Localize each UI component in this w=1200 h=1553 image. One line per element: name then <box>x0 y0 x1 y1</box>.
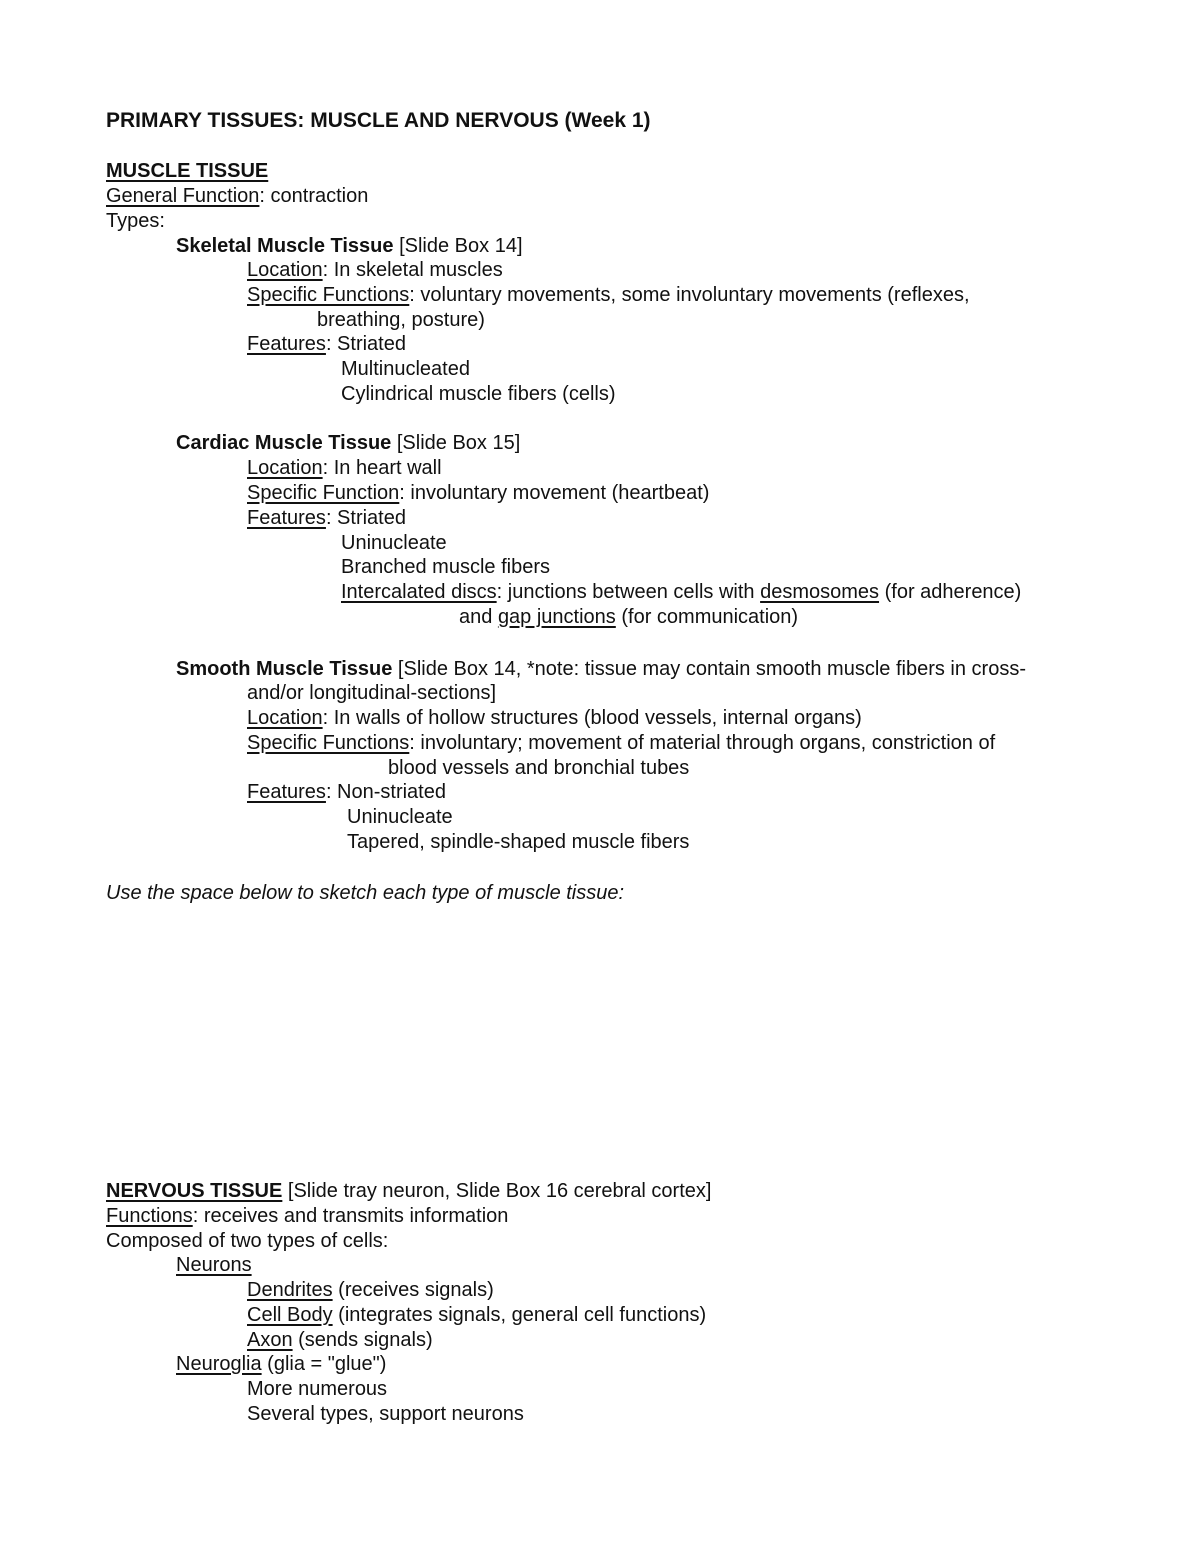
skeletal-heading <box>176 234 523 258</box>
skeletal-functions-value: : voluntary movements, some involuntary movements (reflexes, <box>409 284 970 306</box>
cardiac-function <box>247 481 709 505</box>
smooth-slide-cont: and/or longitudinal-sections] <box>247 682 497 704</box>
cardiac-feature-2: Uninucleate <box>341 532 447 554</box>
nervous-functions-value: : receives and transmits information <box>192 1205 509 1227</box>
neuroglia-label: Neuroglia <box>176 1353 262 1375</box>
nervous-functions <box>106 1204 508 1228</box>
neuron-part-axon <box>247 1328 433 1352</box>
smooth-location-value: : In walls of hollow structures (blood vessels, internal organs) <box>322 707 862 729</box>
neuroglia-point-1: More numerous <box>247 1378 388 1400</box>
cardiac-function-value: : involuntary movement (heartbeat) <box>399 482 710 504</box>
general-function-value: : contraction <box>259 185 369 207</box>
cell-body-label: Cell Body <box>247 1304 333 1326</box>
skeletal-functions-label: Specific Functions <box>247 284 410 306</box>
cardiac-feature-3: Branched muscle fibers <box>341 556 550 578</box>
neurons-label <box>176 1253 252 1277</box>
skeletal-location-label: Location <box>247 259 323 281</box>
skeletal-slide: [Slide Box 14] <box>393 235 523 257</box>
smooth-features <box>247 780 446 804</box>
general-function-label: General Function <box>106 185 260 207</box>
neurons-label-text: Neurons <box>176 1254 252 1276</box>
neuroglia-point-2: Several types, support neurons <box>247 1403 524 1425</box>
sketch-prompt: Use the space below to sketch each type of muscle tissue: <box>106 882 625 904</box>
smooth-feature-3: Tapered, spindle-shaped muscle fibers <box>347 831 690 853</box>
cell-body-desc: (integrates signals, general cell functions) <box>332 1304 707 1326</box>
muscle-general-function <box>106 184 368 208</box>
cardiac-location-value: : In heart wall <box>322 457 442 479</box>
intercalated-discs-text: : junctions between cells with <box>496 581 761 603</box>
skeletal-features-label: Features <box>247 333 326 355</box>
skeletal-feature-2: Multinucleated <box>341 358 470 380</box>
skeletal-feature-1: : Striated <box>325 333 406 355</box>
neuroglia-desc: (glia = "glue") <box>261 1353 387 1375</box>
nervous-heading-line <box>106 1179 711 1203</box>
skeletal-features <box>247 332 406 356</box>
skeletal-functions-cont: breathing, posture) <box>317 309 485 331</box>
skeletal-location-value: : In skeletal muscles <box>322 259 503 281</box>
smooth-heading <box>176 657 1026 681</box>
nervous-heading: NERVOUS TISSUE <box>106 1180 283 1202</box>
smooth-features-label: Features <box>247 781 326 803</box>
dendrites-label: Dendrites <box>247 1279 333 1301</box>
neuron-part-cell-body <box>247 1303 706 1327</box>
smooth-slide: [Slide Box 14, *note: tissue may contain smooth muscle fibers in cross- <box>392 658 1026 680</box>
cardiac-name: Cardiac Muscle Tissue <box>176 432 392 454</box>
cardiac-slide: [Slide Box 15] <box>391 432 521 454</box>
cardiac-feature-1: : Striated <box>325 507 406 529</box>
cardiac-function-label: Specific Function <box>247 482 400 504</box>
smooth-location-label: Location <box>247 707 323 729</box>
skeletal-functions <box>247 283 970 307</box>
neuron-part-dendrites <box>247 1278 494 1302</box>
desmosomes-term: desmosomes <box>760 581 880 603</box>
smooth-functions <box>247 731 995 755</box>
cardiac-features <box>247 506 406 530</box>
smooth-feature-2: Uninucleate <box>347 806 453 828</box>
cardiac-location-label: Location <box>247 457 323 479</box>
smooth-functions-value: : involuntary; movement of material through organs, constriction of <box>409 732 996 754</box>
types-label: Types: <box>106 210 165 232</box>
smooth-feature-1: : Non-striated <box>325 781 446 803</box>
intercalated-discs-label: Intercalated discs <box>341 581 497 603</box>
page-title: PRIMARY TISSUES: MUSCLE AND NERVOUS (Week 1) <box>106 109 651 132</box>
skeletal-feature-3: Cylindrical muscle fibers (cells) <box>341 383 616 405</box>
axon-label: Axon <box>247 1329 293 1351</box>
nervous-composed: Composed of two types of cells: <box>106 1230 389 1252</box>
axon-desc: (sends signals) <box>292 1329 433 1351</box>
cardiac-features-label: Features <box>247 507 326 529</box>
cardiac-intercalated-discs <box>341 580 1021 604</box>
skeletal-location <box>247 258 503 282</box>
nervous-functions-label: Functions <box>106 1205 193 1227</box>
skeletal-name: Skeletal Muscle Tissue <box>176 235 394 257</box>
nervous-slide: [Slide tray neuron, Slide Box 16 cerebral cortex] <box>282 1180 712 1202</box>
and-text: and <box>459 606 498 628</box>
cardiac-heading <box>176 431 520 455</box>
communication-text: (for communication) <box>615 606 799 628</box>
cardiac-gap-junctions <box>459 605 798 629</box>
gap-junctions-term: gap junctions <box>497 606 616 628</box>
cardiac-location <box>247 456 442 480</box>
neuroglia-line <box>176 1352 386 1376</box>
muscle-heading: MUSCLE TISSUE <box>106 160 269 182</box>
smooth-functions-label: Specific Functions <box>247 732 410 754</box>
smooth-location <box>247 706 862 730</box>
dendrites-desc: (receives signals) <box>332 1279 494 1301</box>
smooth-functions-cont: blood vessels and bronchial tubes <box>388 757 690 779</box>
adherence-text: (for adherence) <box>879 581 1022 603</box>
smooth-name: Smooth Muscle Tissue <box>176 658 393 680</box>
